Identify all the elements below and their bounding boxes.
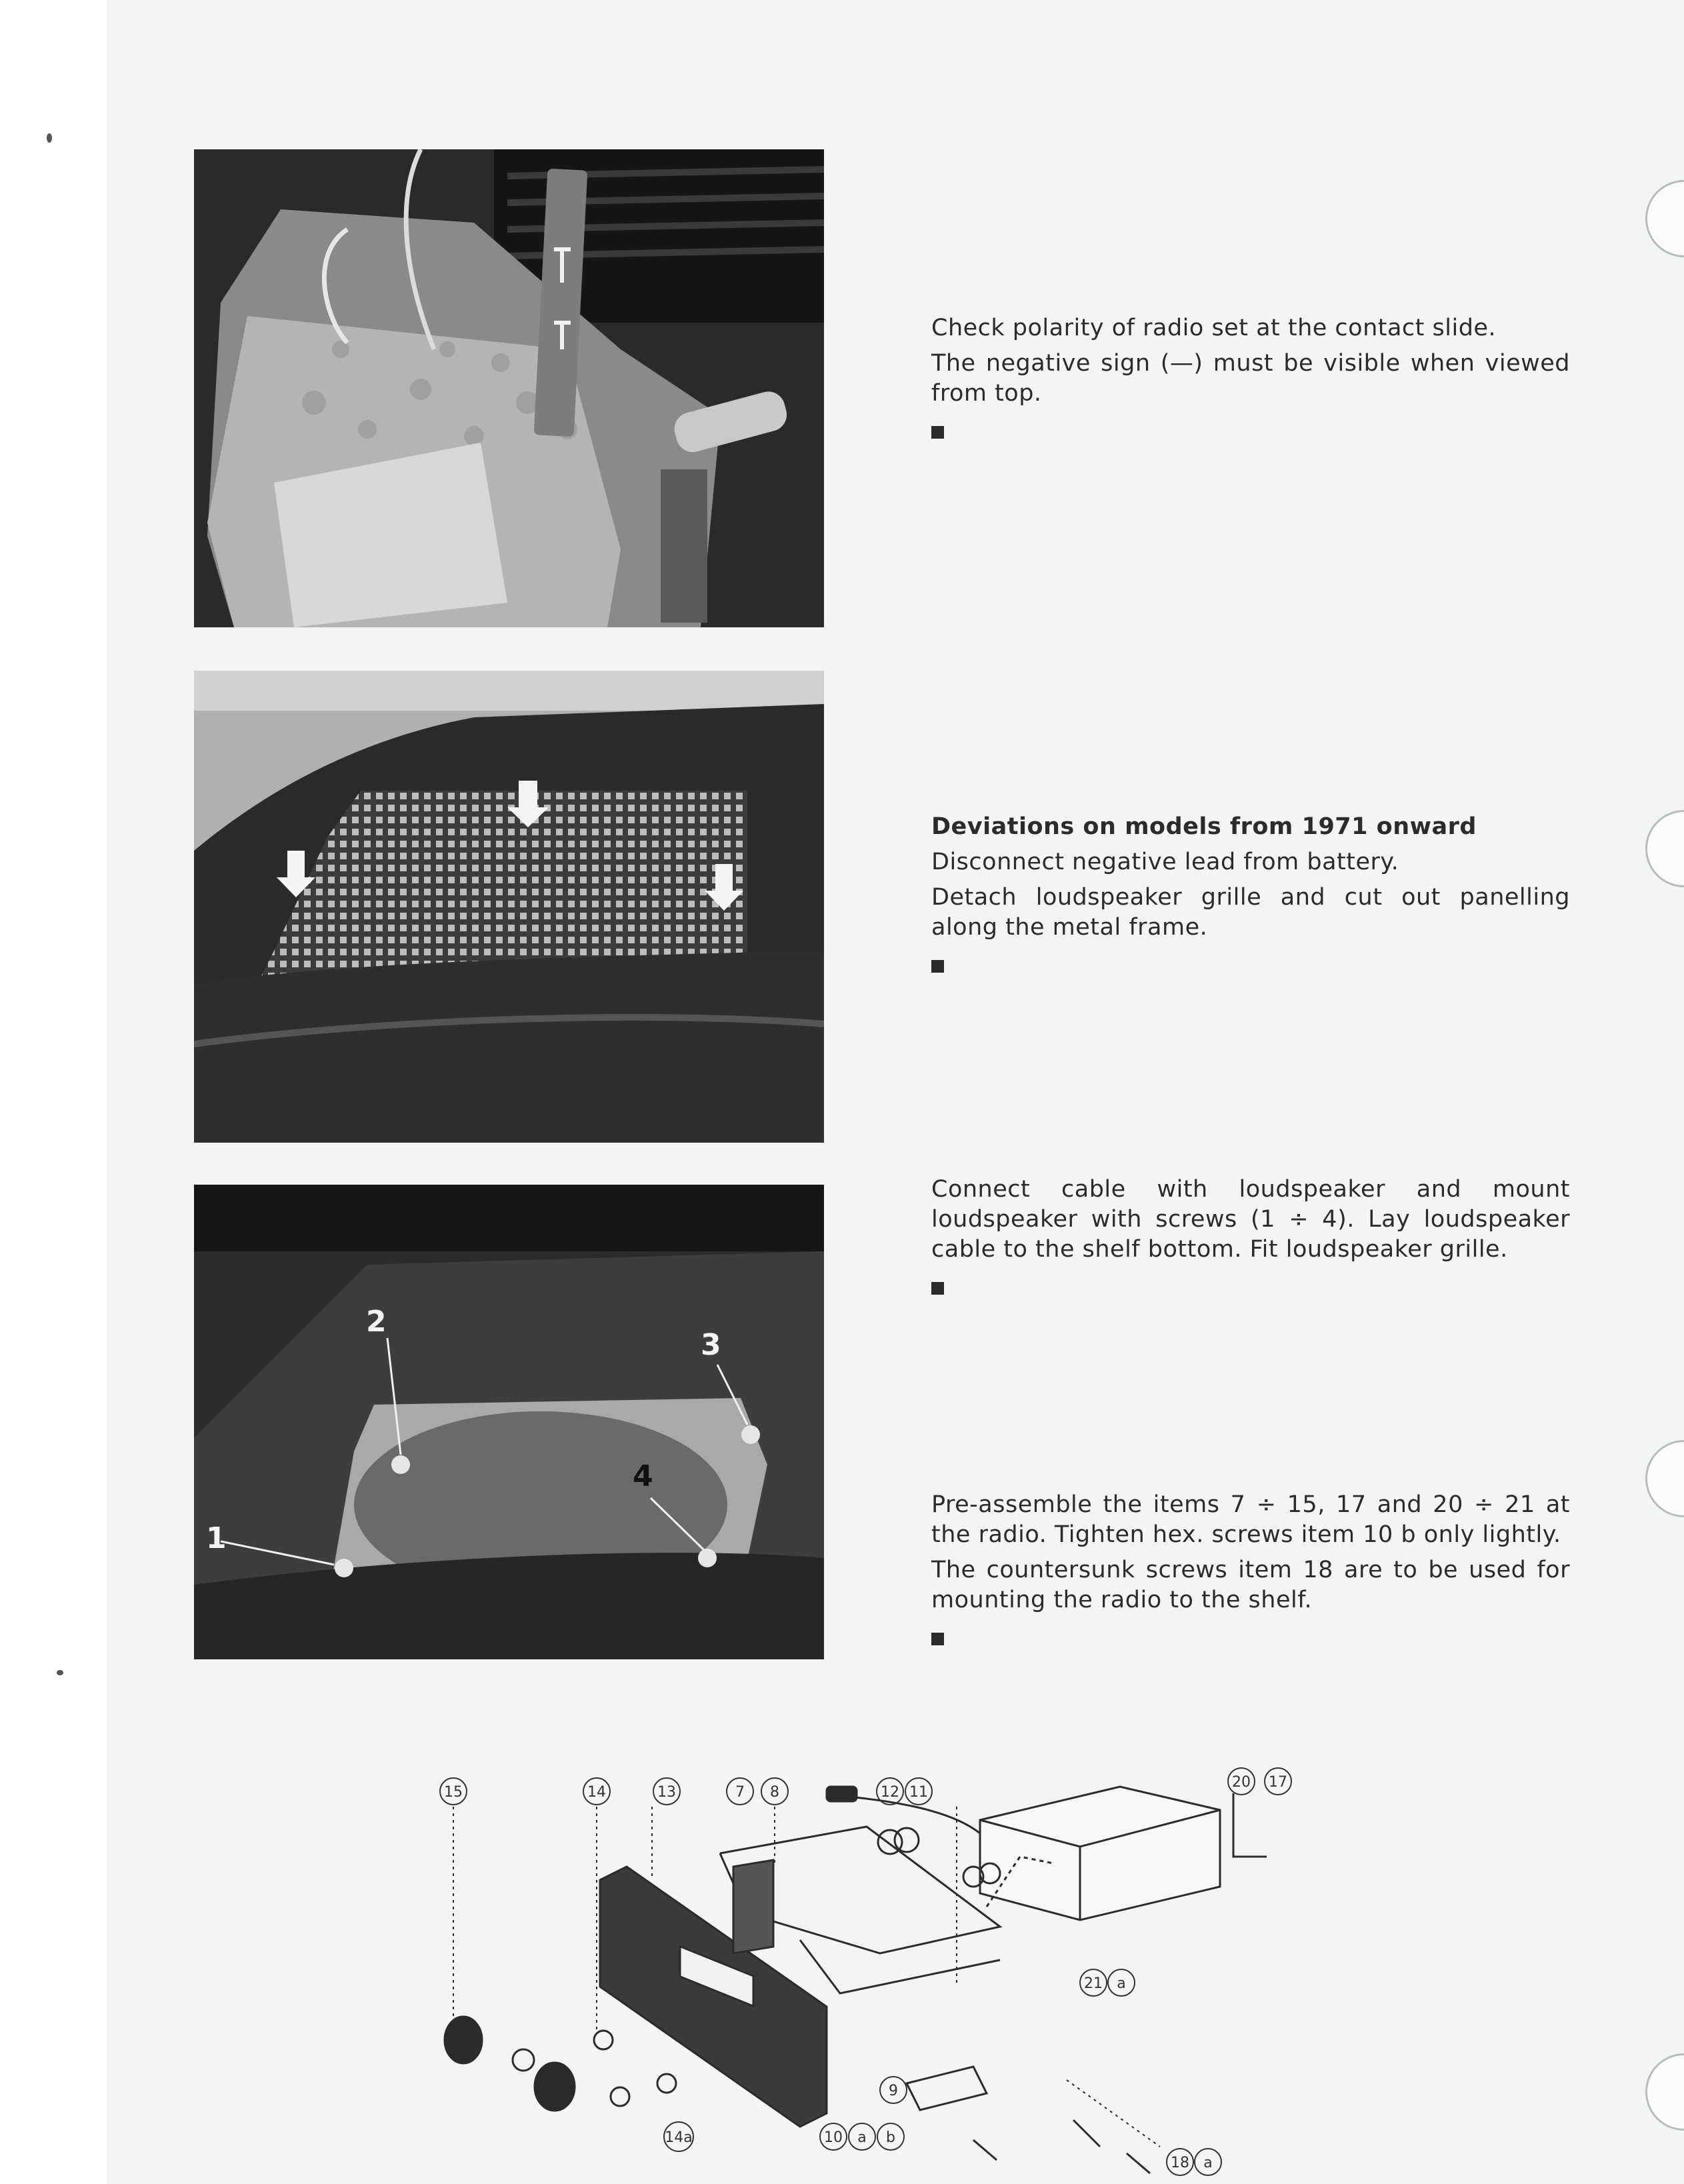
diagram-drawing bbox=[400, 1747, 1333, 2180]
photo-loudspeaker-screws bbox=[194, 1185, 824, 1659]
paper-speck bbox=[47, 133, 52, 143]
svg-text:12: 12 bbox=[881, 1784, 899, 1801]
screw-label-4: 4 bbox=[633, 1459, 653, 1493]
callout-21-a bbox=[1108, 1969, 1135, 1996]
binder-hole bbox=[1645, 2053, 1684, 2131]
screw-label-3: 3 bbox=[701, 1328, 721, 1362]
callout-12 bbox=[877, 1778, 903, 1805]
instruction-block-2 bbox=[931, 812, 1570, 973]
instruction-text: Detach loudspeaker grille and cut out panelling along the metal frame. bbox=[931, 884, 1570, 941]
callout-10 bbox=[820, 2123, 847, 2150]
screw-label-1: 1 bbox=[206, 1521, 227, 1555]
section-heading: Deviations on models from 1971 onward bbox=[931, 813, 1477, 840]
section-end-mark bbox=[931, 1282, 944, 1295]
paper-speck bbox=[57, 1670, 63, 1675]
section-end-mark bbox=[931, 1633, 944, 1645]
callout-15 bbox=[440, 1778, 467, 1805]
svg-text:a: a bbox=[1117, 1975, 1126, 1992]
callout-8 bbox=[761, 1778, 788, 1805]
photo-radio-contact-slide bbox=[194, 149, 824, 627]
svg-text:8: 8 bbox=[770, 1784, 779, 1801]
svg-text:b: b bbox=[886, 2129, 895, 2146]
svg-text:18: 18 bbox=[1171, 2155, 1189, 2171]
instruction-text: Disconnect negative lead from battery. bbox=[931, 849, 1399, 875]
callout-18-a bbox=[1195, 2149, 1221, 2175]
page-left-margin bbox=[0, 0, 107, 2184]
instruction-block-1 bbox=[931, 313, 1570, 439]
callout-11 bbox=[905, 1778, 932, 1805]
instruction-text: The countersunk screws item 18 are to be used for mounting the radio to the shelf. bbox=[931, 1557, 1570, 1613]
svg-text:17: 17 bbox=[1269, 1774, 1287, 1791]
svg-text:13: 13 bbox=[657, 1784, 676, 1801]
callout-14 bbox=[583, 1778, 610, 1805]
instruction-block-3 bbox=[931, 1175, 1570, 1295]
callout-18 bbox=[1167, 2149, 1193, 2175]
callout-10-b bbox=[877, 2123, 904, 2150]
callout-10-a bbox=[849, 2123, 875, 2150]
callout-20 bbox=[1228, 1768, 1255, 1795]
callout-7 bbox=[727, 1778, 753, 1805]
binder-hole bbox=[1645, 1440, 1684, 1517]
instruction-text: The negative sign (—) must be visible when viewed from top. bbox=[931, 350, 1570, 407]
svg-text:11: 11 bbox=[909, 1784, 928, 1801]
callout-21 bbox=[1080, 1969, 1107, 1996]
callout-9 bbox=[880, 2077, 907, 2103]
svg-text:9: 9 bbox=[889, 2083, 898, 2099]
callout-13 bbox=[653, 1778, 680, 1805]
instruction-text: Check polarity of radio set at the contact slide. bbox=[931, 315, 1497, 341]
screw-label-2: 2 bbox=[366, 1305, 387, 1339]
binder-hole bbox=[1645, 180, 1684, 257]
callout-14a bbox=[664, 2122, 693, 2151]
svg-text:14: 14 bbox=[587, 1784, 606, 1801]
callout-17 bbox=[1265, 1768, 1291, 1795]
svg-text:21: 21 bbox=[1084, 1975, 1103, 1992]
section-end-mark bbox=[931, 426, 944, 439]
instruction-block-4 bbox=[931, 1490, 1570, 1645]
svg-text:a: a bbox=[857, 2129, 867, 2146]
svg-text:a: a bbox=[1203, 2155, 1213, 2171]
instruction-text: Connect cable with loudspeaker and mount loudspeaker with screws (1 ÷ 4). Lay loudspeaker cable to the shelf bottom. Fit loudspeaker grille. bbox=[931, 1176, 1570, 1263]
svg-text:20: 20 bbox=[1232, 1774, 1251, 1791]
photo-loudspeaker-grille bbox=[194, 671, 824, 1143]
section-end-mark bbox=[931, 960, 944, 973]
instruction-text: Pre-assemble the items 7 ÷ 15, 17 and 20 ÷ 21 at the radio. Tighten hex. screws item 10 b only lightly. bbox=[931, 1491, 1570, 1548]
svg-text:14a: 14a bbox=[665, 2129, 693, 2146]
binder-hole bbox=[1645, 810, 1684, 887]
svg-text:10: 10 bbox=[824, 2129, 843, 2146]
exploded-assembly-diagram bbox=[400, 1747, 1333, 2180]
svg-text:15: 15 bbox=[444, 1784, 463, 1801]
svg-text:7: 7 bbox=[735, 1784, 745, 1801]
